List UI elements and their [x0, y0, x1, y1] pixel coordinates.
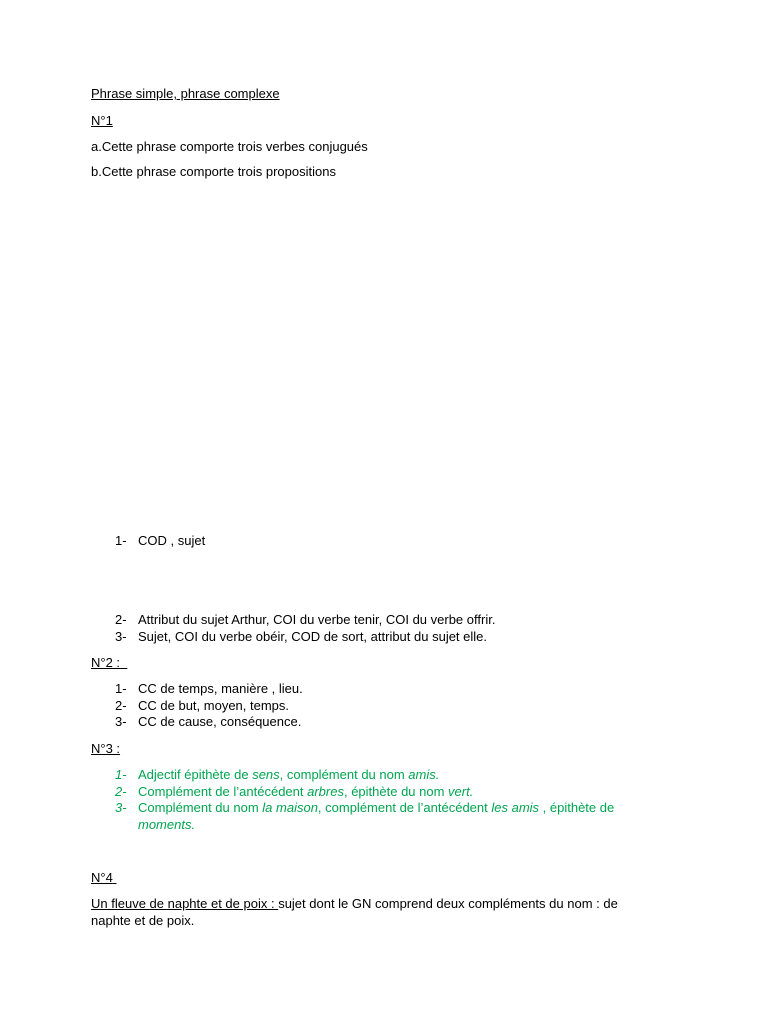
section-3-item-2: [115, 784, 473, 800]
item-number: 1-: [115, 767, 127, 782]
section-2-heading: N°2 :: [91, 655, 121, 670]
section-2-item-3: [115, 714, 301, 730]
section-1-answer-b: b.Cette phrase comporte trois propositions: [91, 164, 336, 179]
item-text: , complément du nom: [279, 767, 409, 782]
item-number: 3-: [115, 714, 127, 729]
item-number: 2-: [115, 698, 127, 713]
item-number: 3-: [115, 800, 127, 815]
item-text: , épithète de: [539, 800, 615, 815]
item-number: 2-: [115, 784, 127, 799]
item-text: CC de but, moyen, temps.: [138, 698, 290, 713]
section-3-item-3: [115, 800, 614, 816]
item-text: Attribut du sujet Arthur, COI du verbe tenir, COI du verbe offrir.: [138, 612, 496, 627]
item-text: Complément du nom: [138, 800, 263, 815]
section-2-item-1: [115, 681, 303, 697]
section-1-heading: N°1: [91, 113, 113, 128]
section-1-item-2: [115, 612, 495, 628]
item-number: 3-: [115, 629, 127, 644]
section-3-item-1: [115, 767, 439, 783]
item-emphasis: moments.: [138, 817, 196, 832]
item-text: Adjectif épithète de: [138, 767, 253, 782]
item-text: CC de temps, manière , lieu.: [138, 681, 303, 696]
item-text: COD , sujet: [138, 533, 206, 548]
item-number: 1-: [115, 533, 127, 548]
item-number: 2-: [115, 612, 127, 627]
section-3-item-3-continuation: [138, 817, 195, 833]
item-text: , épithète du nom: [343, 784, 449, 799]
item-emphasis: la maison: [262, 800, 318, 815]
item-text: Complément de l’antécédent: [138, 784, 308, 799]
page-title: Phrase simple, phrase complexe: [91, 86, 280, 101]
section-4-heading: N°4: [91, 870, 113, 885]
item-emphasis: sens: [252, 767, 280, 782]
section-3-heading: N°3 :: [91, 741, 121, 756]
item-emphasis: vert.: [448, 784, 474, 799]
item-emphasis: arbres: [307, 784, 344, 799]
item-number: 1-: [115, 681, 127, 696]
item-text: , complément de l’antécédent: [317, 800, 492, 815]
section-4-answer-continuation: naphte et de poix.: [91, 913, 195, 928]
item-text: Sujet, COI du verbe obéir, COD de sort, attribut du sujet elle.: [138, 629, 488, 644]
section-4-explanation: sujet dont le GN comprend deux compléments du nom : de: [278, 896, 618, 911]
section-1-item-1: [115, 533, 205, 549]
item-text: CC de cause, conséquence.: [138, 714, 302, 729]
item-emphasis: les amis: [491, 800, 540, 815]
section-4-answer: [91, 896, 618, 912]
section-4-subject-phrase: Un fleuve de naphte et de poix :: [91, 896, 279, 911]
item-emphasis: amis.: [408, 767, 440, 782]
section-1-item-3: [115, 629, 487, 645]
section-1-answer-a: a.Cette phrase comporte trois verbes conjugués: [91, 139, 368, 154]
section-2-item-2: [115, 698, 289, 714]
